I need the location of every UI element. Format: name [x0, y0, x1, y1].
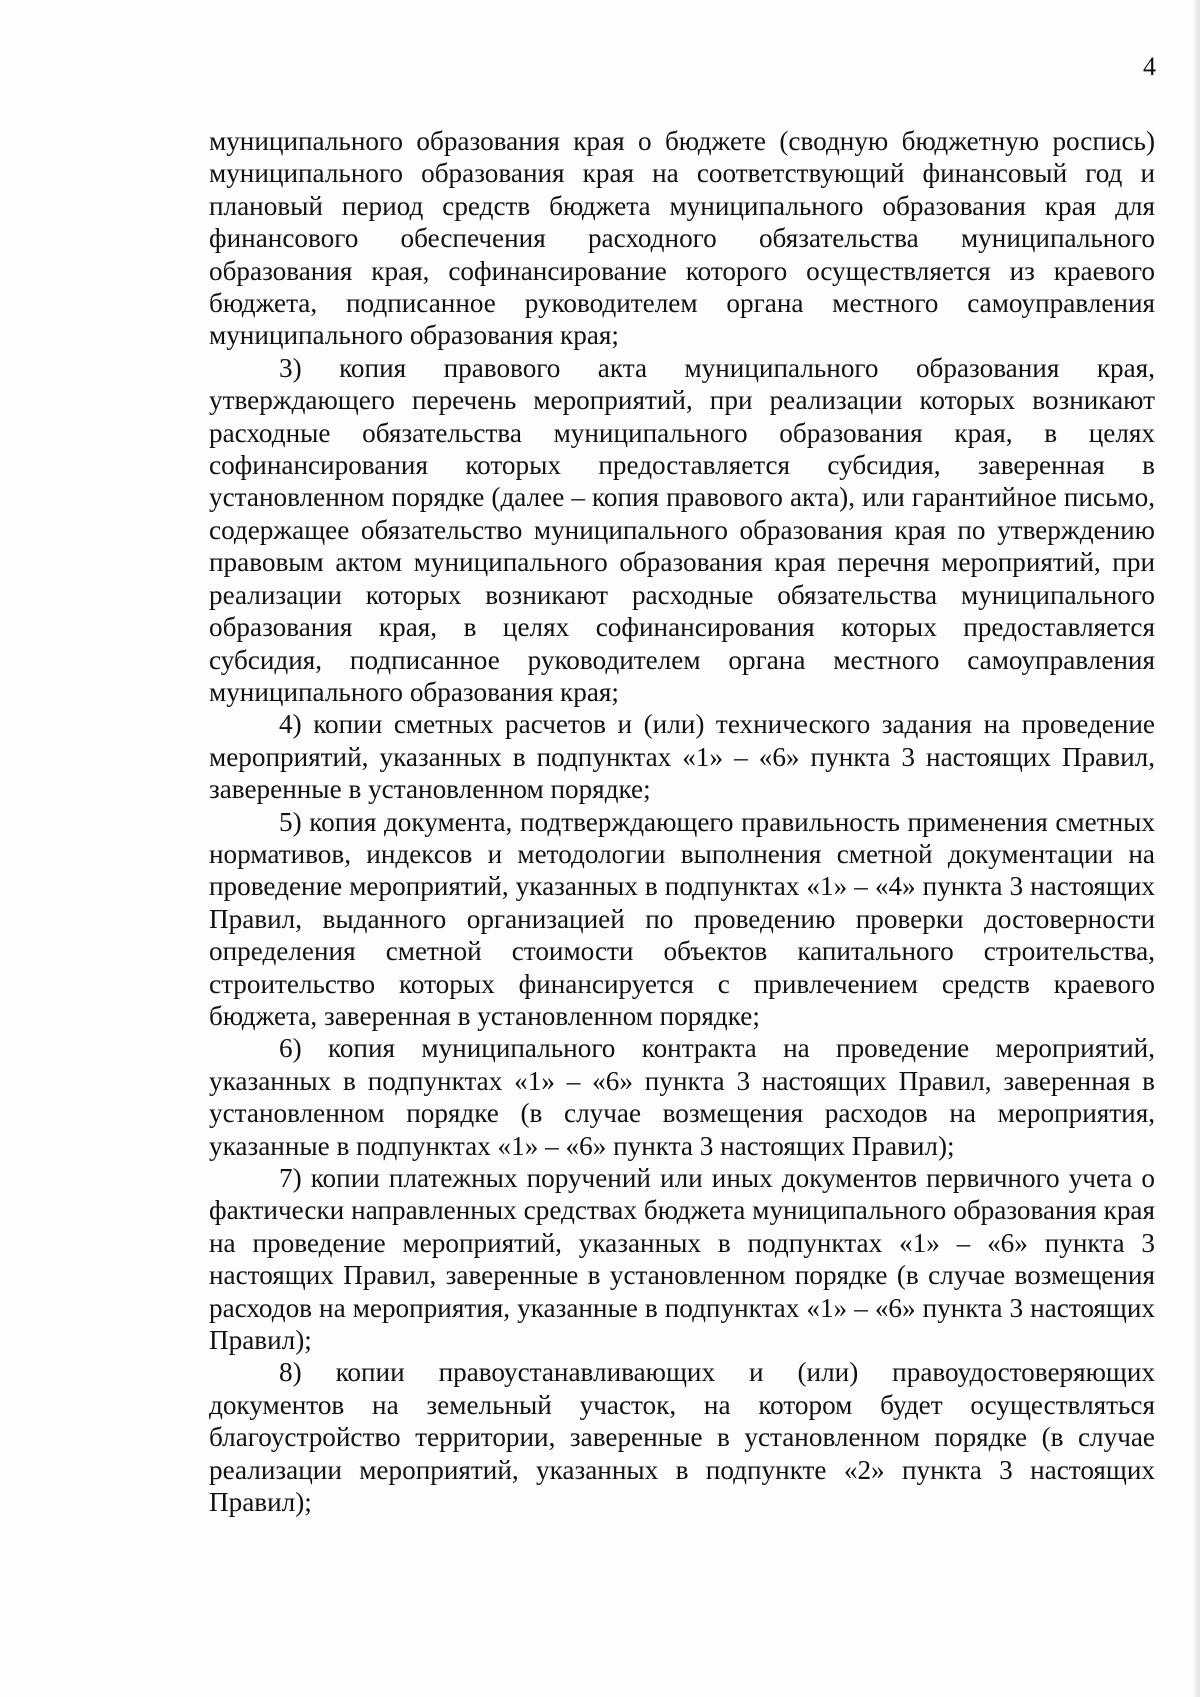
paragraph-item-4: 4) копии сметных расчетов и (или) технического задания на проведение мероприятий, указанных в подпунктах «1» – «6» пункта 3 настоящих Правил, заверенные в установленном порядке; — [209, 709, 1155, 805]
document-body — [209, 125, 1155, 1518]
paragraph-item-8: 8) копии правоустанавливающих и (или) правоудостоверяющих документов на земельный участок, на котором будет осуществляться благоустройство территории, заверенные в установленном порядке (в случае реализации мероприятий, указанных в подпункте «2» пункта 3 настоящих Правил); — [209, 1357, 1155, 1518]
page-number: 4 — [1143, 52, 1156, 81]
scan-edge-shadow — [1194, 0, 1200, 1697]
paragraph-item-6: 6) копия муниципального контракта на проведение мероприятий, указанных в подпунктах «1» – «6» пункта 3 настоящих Правил, заверенная в установленном порядке (в случае возмещения расходов на мероприятия, указанные в подпунктах «1» – «6» пункта 3 настоящих Правил); — [209, 1033, 1155, 1161]
paragraph-item-5: 5) копия документа, подтверждающего правильность применения сметных нормативов, индексов и методологии выполнения сметной документации на проведение мероприятий, указанных в подпунктах «1» – «4» пункта 3 настоящих Правил, выданного организацией по проведению проверки достоверности определения сметной стоимости объектов капитального строительства, строительство которых финансируется с привлечением средств краевого бюджета, заверенная в установленном порядке; — [209, 806, 1155, 1031]
paragraph-continuation: муниципального образования края о бюджете (сводную бюджетную роспись) муниципального образования края на соответствующий финансовый год и плановый период средств бюджета муниципального образования края для финансового обеспечения расходного обязательства муниципального образования края, софинансирование которого осуществляется из краевого бюджета, подписанное руководителем органа местного самоуправления муниципального образования края; — [209, 126, 1155, 351]
paragraph-item-7: 7) копии платежных поручений или иных документов первичного учета о фактически направленных средствах бюджета муниципального образования края на проведение мероприятий, указанных в подпунктах «1» – «6» пункта 3 настоящих Правил, заверенные в установленном порядке (в случае возмещения расходов на мероприятия, указанные в подпунктах «1» – «6» пункта 3 настоящих Правил); — [209, 1163, 1155, 1356]
paragraph-item-3: 3) копия правового акта муниципального образования края, утверждающего перечень мероприятий, при реализации которых возникают расходные обязательства муниципального образования края, в целях софинансирования которых предоставляется субсидия, заверенная в установленном порядке (далее – копия правового акта), или гарантийное письмо, содержащее обязательство муниципального образования края по утверждению правовым актом муниципального образования края перечня мероприятий, при реализации которых возникают расходные обязательства муниципального образования края, в целях софинансирования которых предоставляется субсидия, подписанное руководителем органа местного самоуправления муниципального образования края; — [209, 352, 1155, 707]
